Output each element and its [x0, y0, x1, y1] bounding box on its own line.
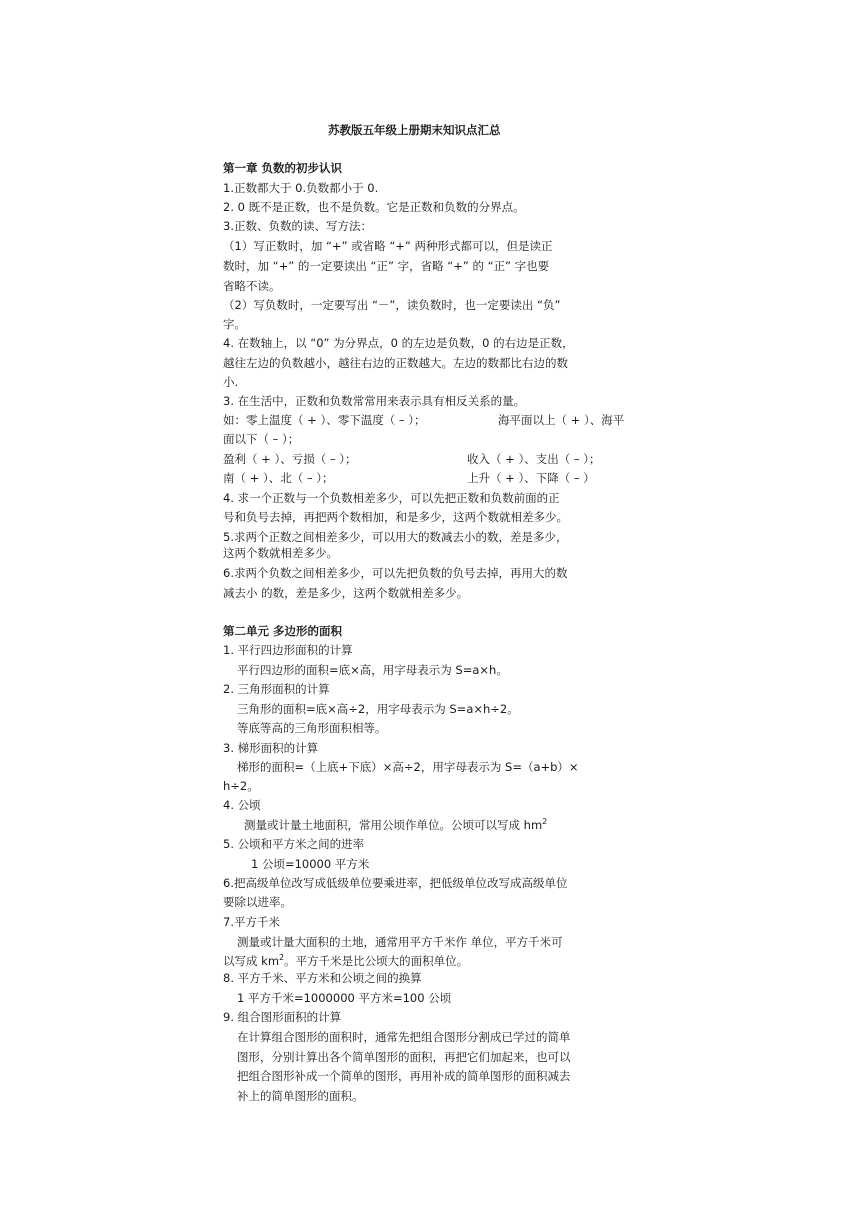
chapter-2-heading: 第二单元 多边形的面积 — [223, 624, 343, 638]
paragraph-line — [223, 953, 468, 969]
text-span: 。平方千米是比公顷大的面积单位。 — [284, 954, 469, 968]
paragraph-line: 6.求两个负数之间相差多少，可以先把负数的负号去掉，再用大的数 — [223, 566, 568, 580]
paragraph-line: 9. 组合图形面积的计算 — [223, 1010, 342, 1024]
chapter-1-heading: 第一章 负数的初步认识 — [223, 161, 343, 175]
paragraph-line: 越往左边的负数越小，越往右边的正数越大。左边的数都比右边的数 — [223, 356, 568, 370]
paragraph-line — [244, 817, 547, 833]
paragraph-line: 图形，分别计算出各个简单图形的面积，再把它们加起来，也可以 — [237, 1050, 571, 1064]
paragraph-line: 小. — [223, 375, 239, 389]
paragraph-line: 梯形的面积=（上底+下底）×高÷2，用字母表示为 S=（a+b）× — [237, 760, 579, 774]
paragraph-line: 省略不读。 — [223, 279, 281, 293]
superscript: 2 — [279, 953, 285, 963]
paragraph-line: 三角形的面积=底×高÷2，用字母表示为 S=a×h÷2。 — [237, 702, 519, 716]
text-span: 测量或计量土地面积，常用公顷作单位。公顷可以写成 hm — [244, 818, 543, 832]
paragraph-line: 在计算组合图形的面积时，通常先把组合图形分割成已学过的简单 — [237, 1030, 571, 1044]
paragraph-line: 5.求两个正数之间相差多少，可以用大的数减去小的数，差是多少， — [223, 530, 568, 544]
superscript: 2 — [542, 817, 548, 827]
paragraph-line: 号和负号去掉，再把两个数相加，和是多少，这两个数就相差多少。 — [223, 510, 568, 524]
paragraph-line: 这两个数就相差多少。 — [223, 546, 338, 560]
paragraph-line: 1 公顷=10000 平方米 — [251, 857, 370, 871]
paragraph-line: 等底等高的三角形面积相等。 — [237, 721, 387, 735]
paragraph-line: 上升（ + ）、下降（ – ） — [467, 471, 595, 485]
paragraph-line: 3. 在生活中，正数和负数常常用来表示具有相反关系的量。 — [223, 394, 526, 408]
paragraph-line: 1 平方千米=1000000 平方米=100 公顷 — [237, 991, 452, 1005]
paragraph-line: 5. 公顷和平方米之间的进率 — [223, 837, 365, 851]
paragraph-line: 平行四边形的面积=底×高，用字母表示为 S=a×h。 — [237, 663, 508, 677]
paragraph-line: 2. 0 既不是正数，也不是负数。它是正数和负数的分界点。 — [223, 200, 525, 214]
paragraph-line: 补上的简单图形的面积。 — [237, 1089, 364, 1103]
paragraph-line: 盈利（ + ）、亏损（ – ）； — [223, 452, 357, 466]
paragraph-line: （1）写正数时，加 “+” 或省略 “+” 两种形式都可以，但是读正 — [223, 239, 553, 253]
paragraph-line: 4. 公顷 — [223, 798, 261, 812]
paragraph-line: 3. 梯形面积的计算 — [223, 741, 319, 755]
paragraph-line: 南（ + ）、北（ – ）； — [223, 471, 334, 485]
paragraph-line: 如：零上温度（ + ）、零下温度（ – ）； — [223, 413, 426, 427]
paragraph-line: 1. 平行四边形面积的计算 — [223, 643, 353, 657]
paragraph-line: h÷2。 — [223, 779, 259, 793]
paragraph-line: 2. 三角形面积的计算 — [223, 682, 330, 696]
paragraph-line: 8. 平方千米、平方米和公顷之间的换算 — [223, 971, 422, 985]
paragraph-line: 3.正数、负数的读、写方法： — [223, 219, 372, 233]
document-title: 苏教版五年级上册期末知识点汇总 — [328, 123, 501, 137]
paragraph-line: 要除以进率。 — [223, 895, 292, 909]
paragraph-line: （2）写负数时，一定要写出 “－”，读负数时，也一定要读出 “负” — [223, 298, 561, 312]
paragraph-line: 测量或计量大面积的土地，通常用平方千米作 单位，平方千米可 — [237, 935, 563, 949]
paragraph-line: 减去小 的数，差是多少，这两个数就相差多少。 — [223, 586, 469, 600]
paragraph-line: 海平面以上（ + ）、海平 — [498, 413, 625, 427]
paragraph-line: 7.平方千米 — [223, 915, 280, 929]
paragraph-line: 收入（ + ）、支出（ – ）； — [467, 452, 601, 466]
paragraph-line: 1.正数都大于 0.负数都小于 0. — [223, 181, 379, 195]
paragraph-line: 数时，加 “+” 的一定要读出 “正” 字，省略 “+” 的 “正” 字也要 — [223, 259, 550, 273]
text-span: 以写成 km — [223, 954, 280, 968]
paragraph-line: 4. 在数轴上，以 “0” 为分界点，0 的左边是负数，0 的右边是正数， — [223, 336, 574, 350]
paragraph-line: 字。 — [223, 317, 246, 331]
paragraph-line: 面以下（ – ）； — [223, 432, 300, 446]
paragraph-line: 把组合图形补成一个简单的图形，再用补成的简单图形的面积减去 — [237, 1069, 571, 1083]
paragraph-line: 4. 求一个正数与一个负数相差多少，可以先把正数和负数前面的正 — [223, 491, 560, 505]
paragraph-line: 6.把高级单位改写成低级单位要乘进率，把低级单位改写成高级单位 — [223, 876, 568, 890]
